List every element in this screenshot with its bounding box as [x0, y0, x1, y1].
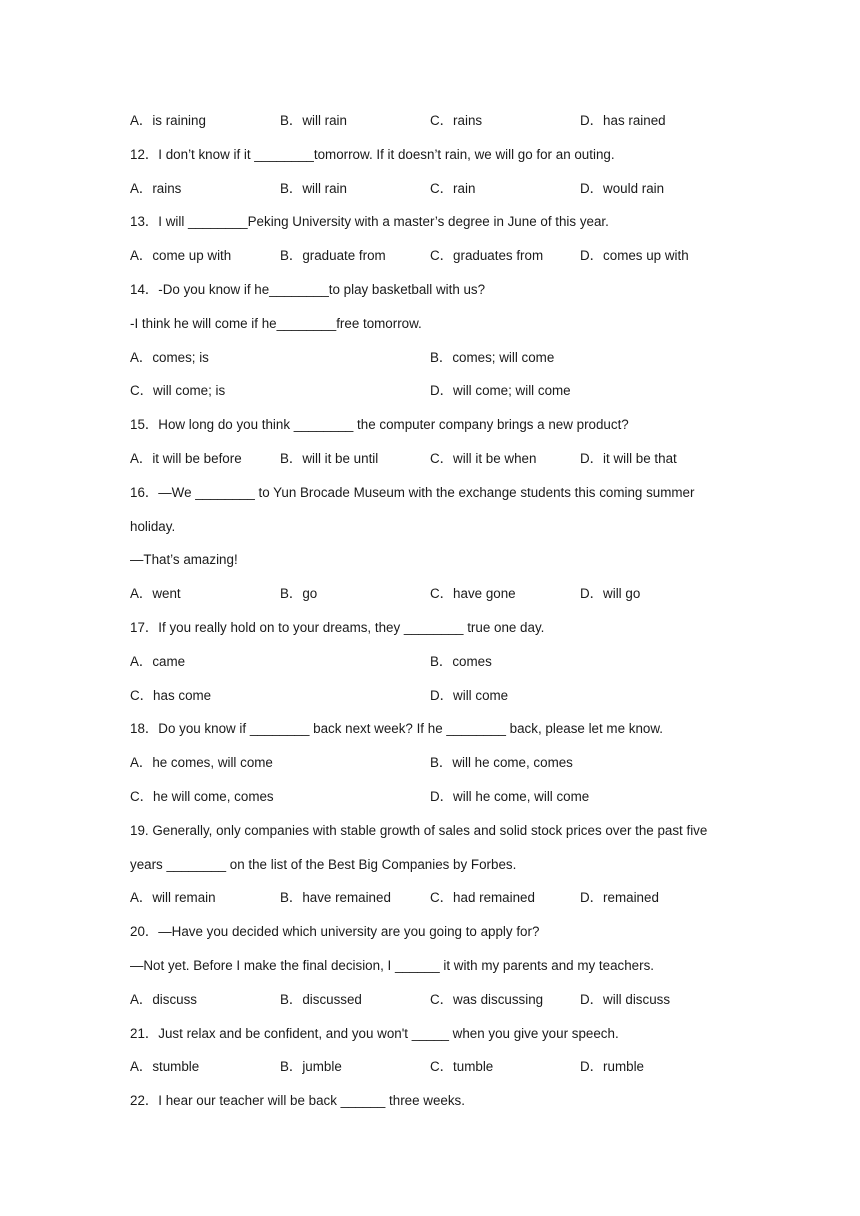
options-row: [0, 585, 700, 603]
answer-option: A．discuss: [130, 992, 197, 1007]
options-row: [0, 180, 700, 198]
answer-option: B．comes; will come: [430, 350, 555, 365]
answer-option: C．had remained: [430, 890, 535, 905]
answer-option: D．will go: [580, 586, 641, 601]
options-row: [0, 112, 700, 130]
answer-option: A．come up with: [130, 248, 232, 263]
answer-option: C．have gone: [430, 586, 516, 601]
answer-option: D．comes up with: [580, 248, 689, 263]
question-text: -I think he will come if he________free tomorrow.: [130, 316, 422, 331]
question-text: 15．How long do you think ________ the computer company brings a new product?: [130, 417, 629, 432]
question-text: 21．Just relax and be confident, and you won't _____ when you give your speech.: [130, 1026, 619, 1041]
question-text: 13．I will ________Peking University with a master’s degree in June of this year.: [130, 214, 609, 229]
question-text: —That’s amazing!: [130, 552, 238, 567]
options-row: [0, 991, 700, 1009]
options-row: [0, 382, 700, 400]
question-text: —Not yet. Before I make the final decision, I ______ it with my parents and my teachers.: [130, 958, 654, 973]
answer-option: D．has rained: [580, 113, 666, 128]
answer-option: A．came: [130, 654, 186, 669]
options-row: [0, 889, 700, 907]
answer-option: B．will rain: [280, 113, 347, 128]
answer-option: B．go: [280, 586, 318, 601]
answer-option: B．discussed: [280, 992, 362, 1007]
answer-option: C．rain: [430, 181, 476, 196]
answer-option: A．will remain: [130, 890, 216, 905]
question-text: 14．-Do you know if he________to play basketball with us?: [130, 282, 486, 297]
options-row: [0, 450, 700, 468]
answer-option: D．will discuss: [580, 992, 671, 1007]
answer-option: C．tumble: [430, 1059, 494, 1074]
answer-option: D．would rain: [580, 181, 665, 196]
answer-option: A．it will be before: [130, 451, 242, 466]
answer-option: B．graduate from: [280, 248, 386, 263]
answer-option: C．will come; is: [130, 383, 226, 398]
options-row: [0, 687, 700, 705]
options-row: [0, 788, 700, 806]
answer-option: A．comes; is: [130, 350, 209, 365]
question-text: 16．—We ________ to Yun Brocade Museum with the exchange students this coming summer: [130, 485, 695, 500]
answer-option: A．rains: [130, 181, 182, 196]
answer-option: C．graduates from: [430, 248, 544, 263]
options-row: [0, 247, 700, 265]
answer-option: A．stumble: [130, 1059, 200, 1074]
question-text: 19. Generally, only companies with stable growth of sales and solid stock prices over the past five: [130, 823, 708, 838]
answer-option: B．comes: [430, 654, 492, 669]
answer-option: B．will he come, comes: [430, 755, 573, 770]
answer-option: C．has come: [130, 688, 212, 703]
question-text: 20．—Have you decided which university are you going to apply for?: [130, 924, 540, 939]
answer-option: B．jumble: [280, 1059, 342, 1074]
question-text: holiday.: [130, 519, 176, 534]
question-text: 18．Do you know if ________ back next week? If he ________ back, please let me know.: [130, 721, 663, 736]
answer-option: D．will he come, will come: [430, 789, 590, 804]
options-row: [0, 754, 700, 772]
question-text: 12．I don’t know if it ________tomorrow. If it doesn’t rain, we will go for an outing.: [130, 147, 615, 162]
answer-option: D．it will be that: [580, 451, 677, 466]
answer-option: C．will it be when: [430, 451, 537, 466]
answer-option: D．will come: [430, 688, 509, 703]
answer-option: C．he will come, comes: [130, 789, 274, 804]
answer-option: B．will rain: [280, 181, 347, 196]
answer-option: A．went: [130, 586, 181, 601]
answer-option: A．he comes, will come: [130, 755, 273, 770]
answer-option: A．is raining: [130, 113, 206, 128]
answer-option: B．will it be until: [280, 451, 379, 466]
question-text: years ________ on the list of the Best Big Companies by Forbes.: [130, 857, 517, 872]
answer-option: D．will come; will come: [430, 383, 571, 398]
answer-option: C．rains: [430, 113, 483, 128]
answer-option: C．was discussing: [430, 992, 544, 1007]
question-text: 22．I hear our teacher will be back ______ three weeks.: [130, 1093, 465, 1108]
options-row: [0, 1058, 700, 1076]
answer-option: D．rumble: [580, 1059, 644, 1074]
options-row: [0, 653, 700, 671]
answer-option: D．remained: [580, 890, 659, 905]
answer-option: B．have remained: [280, 890, 391, 905]
options-row: [0, 349, 700, 367]
question-text: 17．If you really hold on to your dreams, they ________ true one day.: [130, 620, 545, 635]
